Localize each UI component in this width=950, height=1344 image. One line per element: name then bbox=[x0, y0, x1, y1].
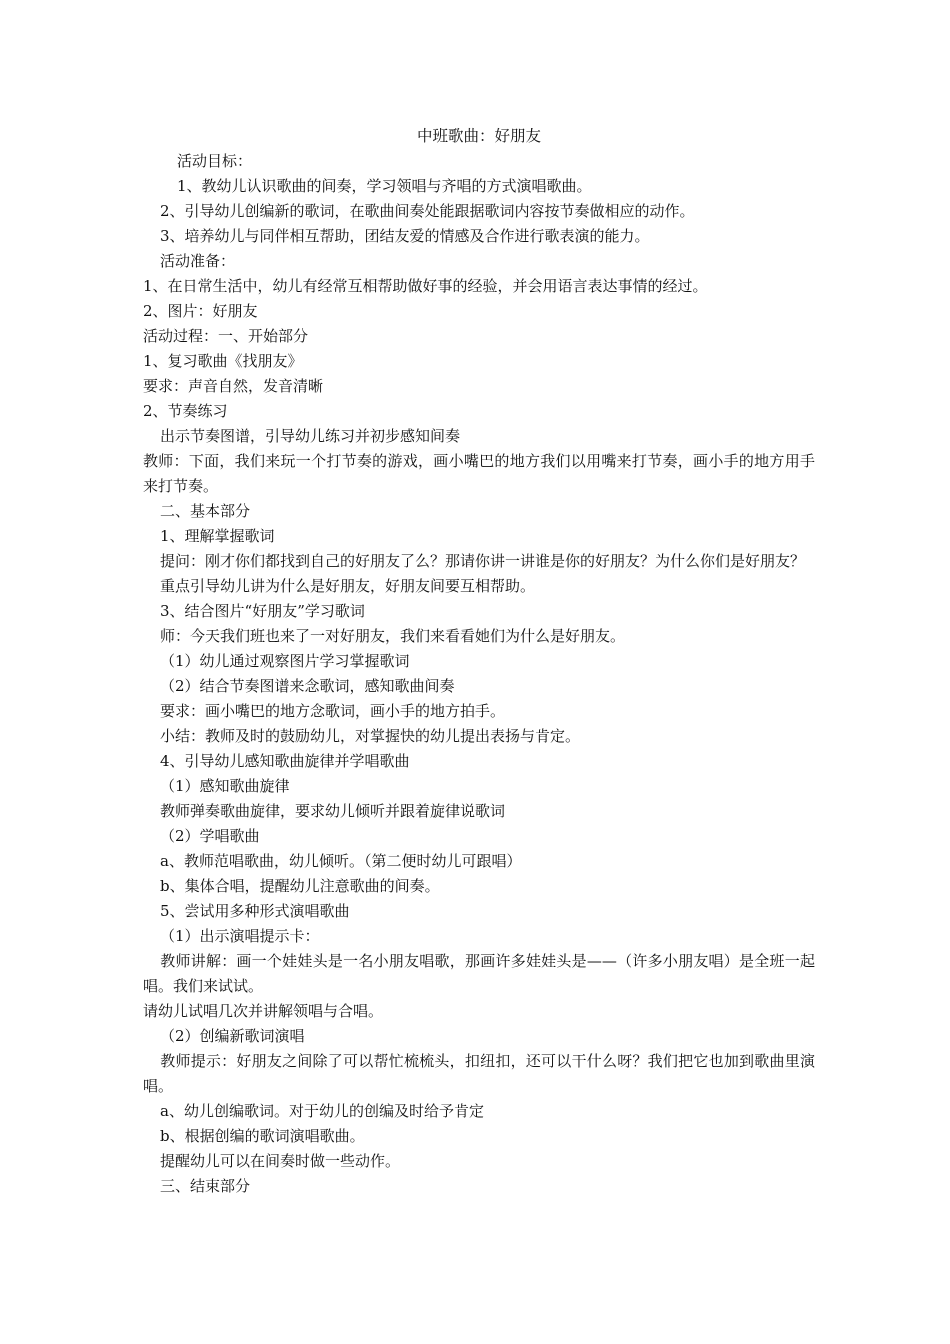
preparation-item-1: 1、在日常生活中，幼儿有经常互相帮助做好事的经验，并会用语言表达事情的经过。 bbox=[143, 277, 708, 295]
section-heading-basic: 二、基本部分 bbox=[160, 502, 251, 520]
process-requirement: 要求：声音自然，发音清晰 bbox=[143, 377, 324, 395]
summary: 小结：教师及时的鼓励幼儿，对掌握快的幼儿提出表扬与肯定。 bbox=[160, 727, 581, 745]
preparation-item-2: 2、图片：好朋友 bbox=[143, 302, 258, 320]
basic-step-picture: 3、结合图片“好朋友”学习歌词 bbox=[160, 602, 365, 620]
process-step-review-song: 1、复习歌曲《找朋友》 bbox=[143, 352, 303, 370]
process-step-rhythm: 2、节奏练习 bbox=[143, 402, 228, 420]
section-heading-goals: 活动目标： bbox=[177, 152, 253, 170]
question-paragraph bbox=[143, 549, 815, 574]
document-body bbox=[143, 124, 815, 1199]
substep-new-lyrics: （2）创编新歌词演唱 bbox=[160, 1027, 305, 1045]
process-rhythm-desc: 出示节奏图谱，引导幼儿练习并初步感知间奏 bbox=[160, 427, 461, 445]
basic-step-melody: 4、引导幼儿感知歌曲旋律并学唱歌曲 bbox=[160, 752, 410, 770]
basic-step-lyrics: 1、理解掌握歌词 bbox=[160, 527, 275, 545]
substep-learn-song: （2）学唱歌曲 bbox=[160, 827, 260, 845]
teacher-explanation: 教师讲解：画一个娃娃头是一名小朋友唱歌，那画许多娃娃头是——（许多小朋友唱）是全班一起唱。我们来试试。 bbox=[143, 952, 815, 995]
section-heading-ending: 三、结束部分 bbox=[160, 1177, 251, 1195]
goal-item-3: 3、培养幼儿与同伴相互帮助，团结友爱的情感及合作进行歌表演的能力。 bbox=[160, 227, 650, 245]
substep-perceive-melody: （1）感知歌曲旋律 bbox=[160, 777, 290, 795]
new-lyrics-b: b、根据创编的歌词演唱歌曲。 bbox=[160, 1127, 365, 1145]
basic-step-forms: 5、尝试用多种形式演唱歌曲 bbox=[160, 902, 350, 920]
document-title: 中班歌曲：好朋友 bbox=[416, 127, 541, 145]
substep-observe: （1）幼儿通过观察图片学习掌握歌词 bbox=[160, 652, 410, 670]
goal-item-1: 1、教幼儿认识歌曲的间奏，学习领唱与齐唱的方式演唱歌曲。 bbox=[177, 177, 592, 195]
teacher-plays-melody: 教师弹奏歌曲旋律，要求幼儿倾听并跟着旋律说歌词 bbox=[160, 802, 506, 820]
teacher-explanation-paragraph bbox=[143, 949, 815, 999]
focus-guidance: 重点引导幼儿讲为什么是好朋友，好朋友间要互相帮助。 bbox=[160, 577, 536, 595]
section-heading-process: 活动过程：一、开始部分 bbox=[143, 327, 309, 345]
recite-requirement: 要求：画小嘴巴的地方念歌词，画小手的地方拍手。 bbox=[160, 702, 506, 720]
try-singing: 请幼儿试唱几次并讲解领唱与合唱。 bbox=[143, 1002, 384, 1020]
section-heading-preparation: 活动准备： bbox=[160, 252, 236, 270]
teacher-intro: 师：今天我们班也来了一对好朋友，我们来看看她们为什么是好朋友。 bbox=[160, 627, 626, 645]
learn-song-a: a、教师范唱歌曲，幼儿倾听。（第二便时幼儿可跟唱） bbox=[160, 852, 522, 870]
question-text: 提问：刚才你们都找到自己的好朋友了么？那请你讲一讲谁是你的好朋友？为什么你们是好朋友？ bbox=[160, 552, 806, 570]
goal-item-2: 2、引导幼儿创编新的歌词，在歌曲间奏处能跟据歌词内容按节奏做相应的动作。 bbox=[160, 202, 695, 220]
substep-recite: （2）结合节奏图谱来念歌词，感知歌曲间奏 bbox=[160, 677, 455, 695]
teacher-rhythm-instruction: 教师：下面，我们来玩一个打节奏的游戏，画小嘴巴的地方我们以用嘴来打节奏，画小手的地方用手来打节奏。 bbox=[143, 452, 815, 495]
movement-reminder: 提醒幼儿可以在间奏时做一些动作。 bbox=[160, 1152, 401, 1170]
teacher-hint: 教师提示：好朋友之间除了可以帮忙梳梳头，扣纽扣，还可以干什么呀？我们把它也加到歌曲里演唱。 bbox=[143, 1052, 815, 1095]
substep-prompt-card: （1）出示演唱提示卡： bbox=[160, 927, 320, 945]
new-lyrics-a: a、幼儿创编歌词。对于幼儿的创编及时给予肯定 bbox=[160, 1102, 484, 1120]
learn-song-b: b、集体合唱，提醒幼儿注意歌曲的间奏。 bbox=[160, 877, 440, 895]
teacher-hint-paragraph bbox=[143, 1049, 815, 1099]
